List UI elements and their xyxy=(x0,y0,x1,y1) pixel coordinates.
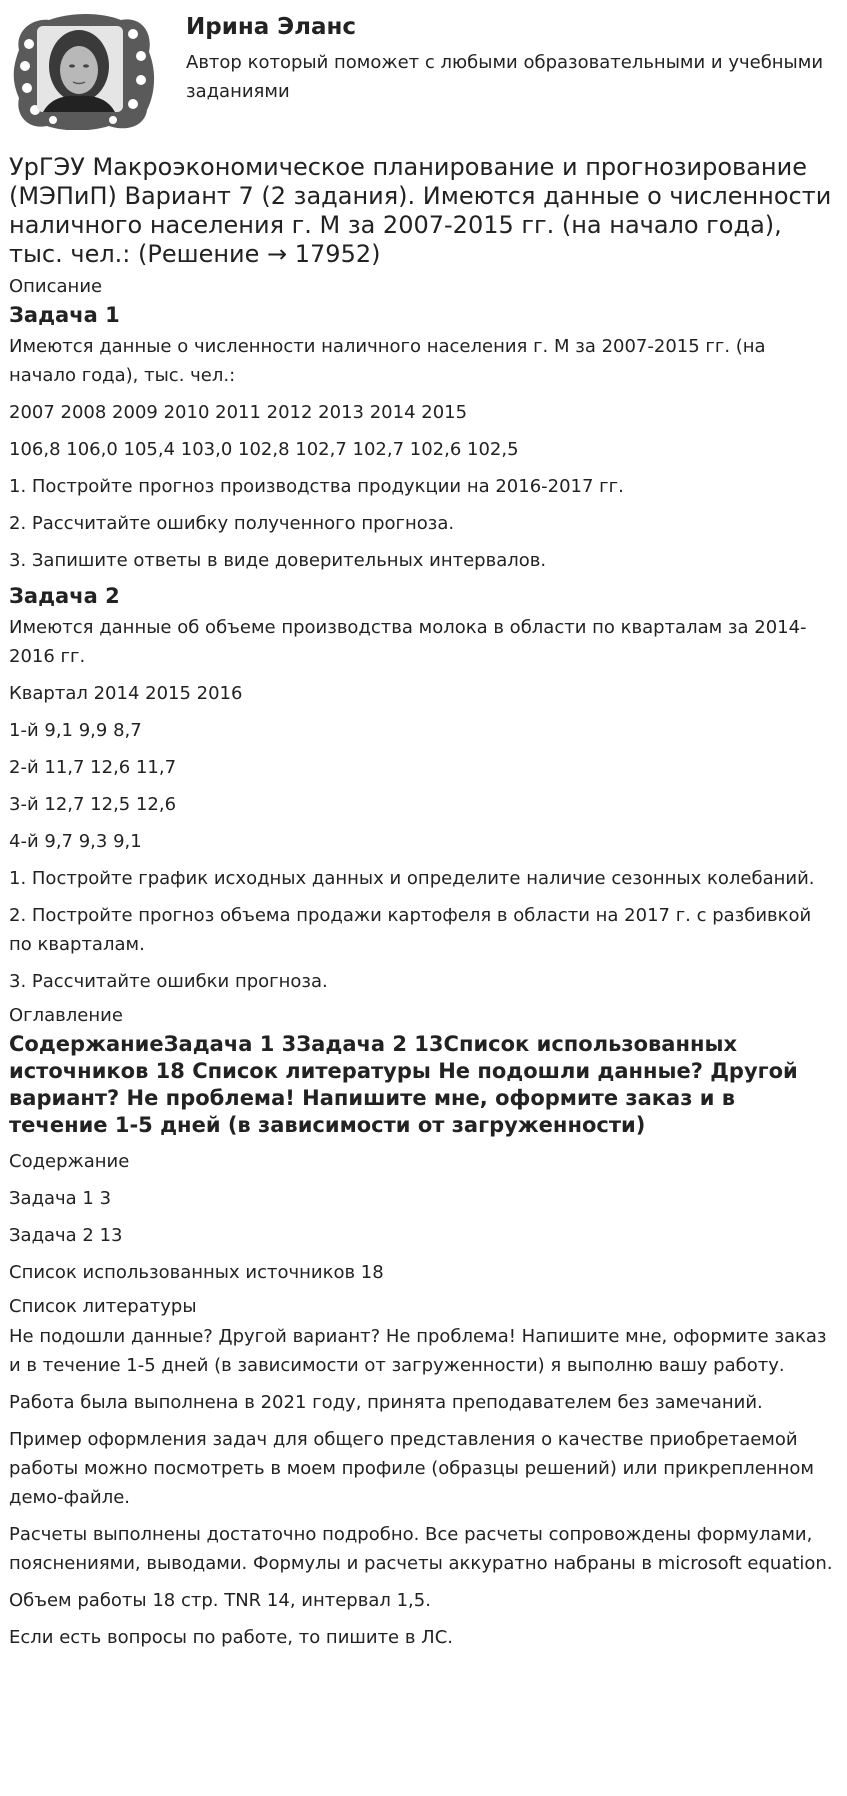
closing-paragraph: Не подошли данные? Другой вариант? Не проблема! Напишите мне, оформите заказ и в течение 1-5 дней (в зависимости от загруженности) я выполню вашу работу. xyxy=(9,1326,827,1376)
toc-line: Содержание xyxy=(9,1151,130,1172)
task-2-step-3: 3. Рассчитайте ошибки прогноза. xyxy=(9,971,328,992)
closing-paragraph: Объем работы 18 стр. TNR 14, интервал 1,5. xyxy=(9,1590,431,1611)
task-2-step-1: 1. Постройте график исходных данных и определите наличие сезонных колебаний. xyxy=(9,868,815,889)
author-name[interactable]: Ирина Эланс xyxy=(186,14,357,40)
toc-line: Задача 1 3 xyxy=(9,1188,112,1209)
toc-label: Оглавление xyxy=(9,1005,123,1026)
author-description: Автор который поможет с любыми образовательными и учебными заданиями xyxy=(186,52,824,102)
task-1-step-2: 2. Рассчитайте ошибку полученного прогноза. xyxy=(9,513,455,534)
author-header xyxy=(9,8,838,136)
task-1-heading: Задача 1 xyxy=(9,303,120,327)
task-2-row-q3: 3-й 12,7 12,5 12,6 xyxy=(9,794,177,815)
task-1-years-row: 2007 2008 2009 2010 2011 2012 2013 2014 2015 xyxy=(9,402,468,423)
closing-paragraph: Пример оформления задач для общего представления о качестве приобретаемой работы можно посмотреть в моем профиле (образцы решений) или прикрепленном демо-файле. xyxy=(9,1429,814,1508)
page-title: УрГЭУ Макроэкономическое планирование и прогнозирование (МЭПиП) Вариант 7 (2 задания). Имеются данные о численности наличного населения г. М за 2007-2015 гг. (на начало года), тыс. чел.: (Решение → 17952) xyxy=(9,153,832,268)
task-1-step-3: 3. Запишите ответы в виде доверительных интервалов. xyxy=(9,550,547,571)
closing-paragraph: Расчеты выполнены достаточно подробно. Все расчеты сопровождены формулами, пояснениями, выводами. Формулы и расчеты аккуратно набраны в microsoft equation. xyxy=(9,1524,833,1574)
task-1-paragraph: Имеются данные о численности наличного населения г. М за 2007-2015 гг. (на начало года), тыс. чел.: xyxy=(9,336,766,386)
toc-line: Список использованных источников 18 xyxy=(9,1262,384,1283)
task-2-row-q1: 1-й 9,1 9,9 8,7 xyxy=(9,720,142,741)
task-1-step-1: 1. Постройте прогноз производства продукции на 2016-2017 гг. xyxy=(9,476,624,497)
closing-paragraph: Если есть вопросы по работе, то пишите в ЛС. xyxy=(9,1627,454,1648)
task-1-values-row: 106,8 106,0 105,4 103,0 102,8 102,7 102,7 102,6 102,5 xyxy=(9,439,519,460)
toc-heading: СодержаниеЗадача 1 3Задача 2 13Список использованных источников 18 Список литературы Не подошли данные? Другой вариант? Не проблема! Напишите мне, оформите заказ и в течение 1-5 дней (в зависимости от загруженности) xyxy=(9,1032,798,1137)
literature-label: Список литературы xyxy=(9,1296,197,1317)
avatar-film-frame-icon xyxy=(9,10,157,130)
task-2-row-q4: 4-й 9,7 9,3 9,1 xyxy=(9,831,142,852)
task-2-step-2: 2. Постройте прогноз объема продажи картофеля в области на 2017 г. с разбивкой по кварталам. xyxy=(9,905,812,955)
task-2-paragraph: Имеются данные об объеме производства молока в области по кварталам за 2014-2016 гг. xyxy=(9,617,807,667)
description-label: Описание xyxy=(9,276,103,297)
closing-paragraph: Работа была выполнена в 2021 году, принята преподавателем без замечаний. xyxy=(9,1392,763,1413)
task-2-header-row: Квартал 2014 2015 2016 xyxy=(9,683,243,704)
task-2-row-q2: 2-й 11,7 12,6 11,7 xyxy=(9,757,177,778)
toc-line: Задача 2 13 xyxy=(9,1225,123,1246)
avatar[interactable] xyxy=(9,8,159,132)
task-2-heading: Задача 2 xyxy=(9,584,120,608)
